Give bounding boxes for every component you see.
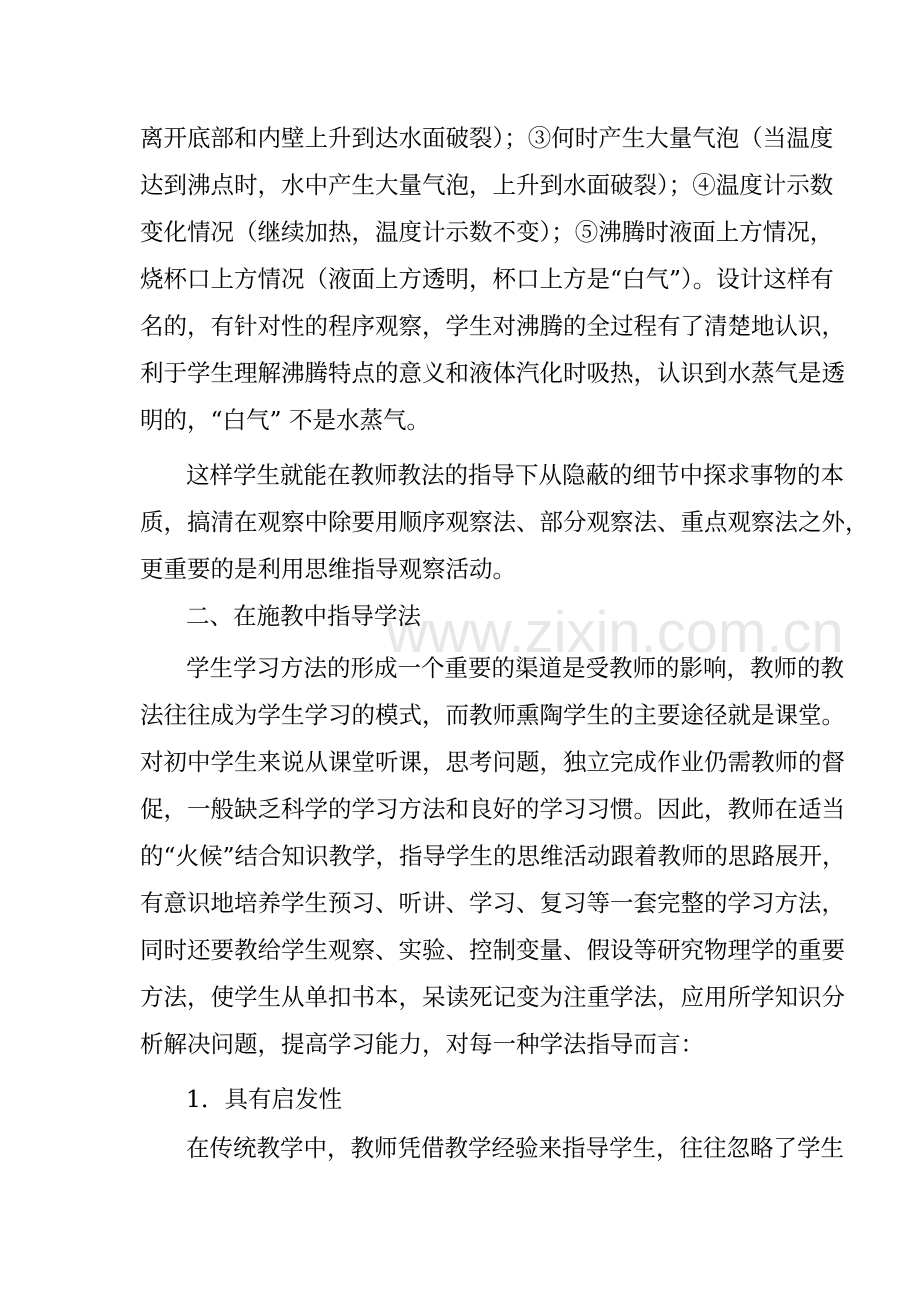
text-line: 同时还要教给学生观察、实验、控制变量、假设等研究物理学的重要 xyxy=(140,936,845,964)
text-line: 这样学生就能在教师教法的指导下从隐蔽的细节中探求事物的本 xyxy=(186,461,844,489)
text-line: 学生学习方法的形成一个重要的渠道是受教师的影响，教师的教 xyxy=(186,654,844,682)
text-line: 变化情况（继续加热，温度计示数不变）；⑤沸腾时液面上方情况， xyxy=(140,218,834,246)
text-line: 明的，“白气” 不是水蒸气。 xyxy=(140,406,430,434)
section-heading: 二、在施教中指导学法 xyxy=(186,602,421,630)
subsection-heading: 1．具有启发性 xyxy=(186,1085,342,1113)
watermark: www.zixin.com.cn xyxy=(386,600,844,665)
text-line: 法往往成为学生学习的模式，而教师熏陶学生的主要途径就是课堂。 xyxy=(140,701,845,729)
text-line: 析解决问题，提高学习能力，对每一种学法指导而言： xyxy=(140,1030,704,1058)
text-line: 质，搞清在观察中除要用顺序观察法、部分观察法、重点观察法之外， xyxy=(140,508,869,536)
text-line: 离开底部和内壁上升到达水面破裂）；③何时产生大量气泡（当温度 xyxy=(140,124,834,152)
text-line: 在传统教学中，教师凭借教学经验来指导学生，往往忽略了学生 xyxy=(186,1134,844,1162)
text-line: 对初中学生来说从课堂听课，思考问题，独立完成作业仍需教师的督 xyxy=(140,748,845,776)
text-line: 方法，使学生从单扣书本，呆读死记变为注重学法，应用所学知识分 xyxy=(140,983,845,1011)
text-line: 烧杯口上方情况（液面上方透明，杯口上方是“白气”）。设计这样有 xyxy=(140,265,834,293)
text-line: 名的，有针对性的程序观察，学生对沸腾的全过程有了清楚地认识， xyxy=(140,312,845,340)
text-line: 更重要的是利用思维指导观察活动。 xyxy=(140,555,516,583)
text-line: 促，一般缺乏科学的学习方法和良好的学习习惯。因此，教师在适当 xyxy=(140,795,845,823)
text-line: 的“火候”结合知识教学，指导学生的思维活动跟着教师的思路展开， xyxy=(140,842,846,870)
text-line: 有意识地培养学生预习、听讲、学习、复习等一套完整的学习方法， xyxy=(140,889,845,917)
text-line: 利于学生理解沸腾特点的意义和液体汽化时吸热，认识到水蒸气是透 xyxy=(140,359,845,387)
text-line: 达到沸点时，水中产生大量气泡，上升到水面破裂）；④温度计示数 xyxy=(140,171,834,199)
